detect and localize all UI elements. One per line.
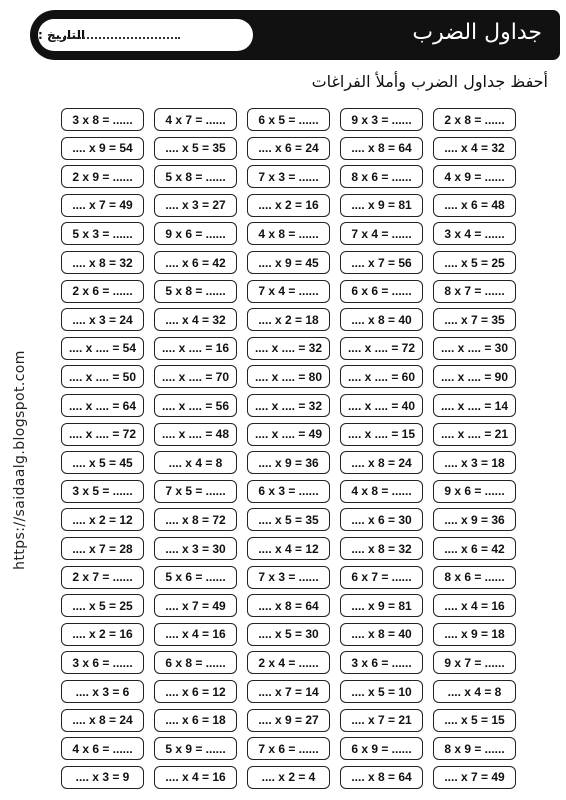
exercise-cell[interactable]: .... x .... = 30 <box>433 337 516 360</box>
title-banner <box>30 10 560 60</box>
date-field[interactable] <box>38 19 253 51</box>
exercise-cell[interactable]: 7 x 3 = ...... <box>247 566 330 589</box>
exercise-cell[interactable]: .... x 9 = 81 <box>340 194 423 217</box>
instruction-text: أحفظ جداول الضرب وأملأ الفراغات <box>311 72 548 91</box>
exercise-cell[interactable]: .... x 7 = 49 <box>61 194 144 217</box>
exercise-cell[interactable]: 6 x 3 = ...... <box>247 480 330 503</box>
exercise-cell[interactable]: .... x 4 = 12 <box>247 537 330 560</box>
exercise-cell[interactable]: 7 x 6 = ...... <box>247 737 330 760</box>
exercise-cell[interactable]: .... x 7 = 14 <box>247 680 330 703</box>
exercise-cell[interactable]: .... x .... = 40 <box>340 394 423 417</box>
exercise-cell[interactable]: .... x 8 = 64 <box>340 766 423 789</box>
exercise-cell[interactable]: .... x 5 = 15 <box>433 709 516 732</box>
exercise-cell[interactable]: 8 x 9 = ...... <box>433 737 516 760</box>
exercise-cell[interactable]: .... x .... = 56 <box>154 394 237 417</box>
exercise-cell[interactable]: 2 x 8 = ...... <box>433 108 516 131</box>
exercise-cell[interactable]: .... x 5 = 25 <box>61 594 144 617</box>
exercise-cell[interactable]: .... x 6 = 48 <box>433 194 516 217</box>
exercise-cell[interactable]: .... x 8 = 40 <box>340 623 423 646</box>
exercise-cell[interactable]: .... x 5 = 45 <box>61 451 144 474</box>
exercise-cell[interactable]: 3 x 5 = ...... <box>61 480 144 503</box>
exercise-cell[interactable]: 3 x 8 = ...... <box>61 108 144 131</box>
exercise-cell[interactable]: 8 x 6 = ...... <box>433 566 516 589</box>
exercise-cell[interactable]: 4 x 9 = ...... <box>433 165 516 188</box>
exercise-cell[interactable]: .... x .... = 90 <box>433 365 516 388</box>
exercise-cell[interactable]: 7 x 4 = ...... <box>340 222 423 245</box>
exercise-cell[interactable]: 3 x 4 = ...... <box>433 222 516 245</box>
exercise-cell[interactable]: 4 x 8 = ...... <box>247 222 330 245</box>
exercise-cell[interactable]: .... x 2 = 16 <box>247 194 330 217</box>
exercise-cell[interactable]: .... x .... = 32 <box>247 394 330 417</box>
exercise-cell[interactable]: 2 x 6 = ...... <box>61 280 144 303</box>
exercise-cell[interactable]: .... x 2 = 12 <box>61 508 144 531</box>
exercise-cell[interactable]: .... x 5 = 35 <box>247 508 330 531</box>
exercise-cell[interactable]: .... x 7 = 35 <box>433 308 516 331</box>
exercise-cell[interactable]: .... x 6 = 12 <box>154 680 237 703</box>
exercise-cell[interactable]: .... x 9 = 27 <box>247 709 330 732</box>
exercise-cell[interactable]: 7 x 5 = ...... <box>154 480 237 503</box>
date-blank-line <box>52 37 180 39</box>
exercise-cell[interactable]: .... x 3 = 9 <box>61 766 144 789</box>
page-title: جداول الضرب <box>412 20 542 45</box>
exercise-cell[interactable]: .... x 9 = 45 <box>247 251 330 274</box>
exercise-cell[interactable]: .... x .... = 72 <box>340 337 423 360</box>
exercise-cell[interactable]: 5 x 8 = ...... <box>154 165 237 188</box>
exercise-cell[interactable]: .... x 2 = 18 <box>247 308 330 331</box>
exercise-cell[interactable]: 2 x 4 = ...... <box>247 651 330 674</box>
exercise-cell[interactable]: 4 x 7 = ...... <box>154 108 237 131</box>
exercise-cell[interactable]: 3 x 6 = ...... <box>340 651 423 674</box>
exercise-cell[interactable]: .... x 7 = 49 <box>433 766 516 789</box>
exercise-cell[interactable]: 5 x 6 = ...... <box>154 566 237 589</box>
exercise-cell[interactable]: 3 x 6 = ...... <box>61 651 144 674</box>
exercise-cell[interactable]: 7 x 3 = ...... <box>247 165 330 188</box>
exercise-cell[interactable]: .... x .... = 54 <box>61 337 144 360</box>
exercise-cell[interactable]: 6 x 7 = ...... <box>340 566 423 589</box>
exercise-cell[interactable]: .... x 6 = 18 <box>154 709 237 732</box>
date-label: التاريخ : <box>38 28 86 42</box>
exercise-cell[interactable]: 6 x 9 = ...... <box>340 737 423 760</box>
exercise-cell[interactable]: .... x .... = 15 <box>340 423 423 446</box>
exercise-cell[interactable]: .... x 4 = 16 <box>154 623 237 646</box>
exercise-cell[interactable]: .... x .... = 14 <box>433 394 516 417</box>
exercise-cell[interactable]: .... x .... = 32 <box>247 337 330 360</box>
exercise-cell[interactable]: .... x 2 = 4 <box>247 766 330 789</box>
exercise-cell[interactable]: .... x 8 = 72 <box>154 508 237 531</box>
exercise-cell[interactable]: .... x .... = 80 <box>247 365 330 388</box>
exercise-cell[interactable]: 5 x 8 = ...... <box>154 280 237 303</box>
exercise-cell[interactable]: .... x 3 = 27 <box>154 194 237 217</box>
exercise-cell[interactable]: .... x .... = 48 <box>154 423 237 446</box>
exercise-cell[interactable]: 2 x 7 = ...... <box>61 566 144 589</box>
exercise-cell[interactable]: .... x 4 = 32 <box>433 137 516 160</box>
exercise-cell[interactable]: .... x 8 = 32 <box>340 537 423 560</box>
exercise-cell[interactable]: 9 x 6 = ...... <box>433 480 516 503</box>
exercise-cell[interactable]: 2 x 9 = ...... <box>61 165 144 188</box>
exercise-cell[interactable]: .... x 7 = 21 <box>340 709 423 732</box>
exercise-cell[interactable]: 6 x 6 = ...... <box>340 280 423 303</box>
exercise-cell[interactable]: .... x 7 = 28 <box>61 537 144 560</box>
exercise-cell[interactable]: .... x 5 = 25 <box>433 251 516 274</box>
exercise-cell[interactable]: 6 x 5 = ...... <box>247 108 330 131</box>
exercise-cell[interactable]: .... x 2 = 16 <box>61 623 144 646</box>
exercise-cell[interactable]: .... x .... = 21 <box>433 423 516 446</box>
exercise-cell[interactable]: .... x .... = 49 <box>247 423 330 446</box>
exercise-cell[interactable]: .... x 7 = 49 <box>154 594 237 617</box>
exercise-cell[interactable]: 9 x 3 = ...... <box>340 108 423 131</box>
side-url-watermark: https://saidaalg.blogspot.com <box>12 350 28 570</box>
exercise-cell[interactable]: .... x .... = 64 <box>61 394 144 417</box>
exercise-cell[interactable]: 9 x 7 = ...... <box>433 651 516 674</box>
exercise-cell[interactable]: .... x 6 = 42 <box>154 251 237 274</box>
exercise-cell[interactable]: .... x 8 = 32 <box>61 251 144 274</box>
exercise-cell[interactable]: .... x 9 = 36 <box>247 451 330 474</box>
exercise-cell[interactable]: .... x 9 = 54 <box>61 137 144 160</box>
exercise-cell[interactable]: .... x 9 = 81 <box>340 594 423 617</box>
exercise-cell[interactable]: 4 x 6 = ...... <box>61 737 144 760</box>
exercise-cell[interactable]: .... x .... = 72 <box>61 423 144 446</box>
exercise-cell[interactable]: .... x 8 = 24 <box>340 451 423 474</box>
exercise-cell[interactable]: .... x 6 = 30 <box>340 508 423 531</box>
exercise-cell[interactable]: .... x 8 = 64 <box>247 594 330 617</box>
exercise-cell[interactable]: .... x 9 = 36 <box>433 508 516 531</box>
exercise-cell[interactable]: .... x .... = 16 <box>154 337 237 360</box>
exercise-cell[interactable]: 8 x 7 = ...... <box>433 280 516 303</box>
exercise-cell[interactable]: 4 x 8 = ...... <box>340 480 423 503</box>
exercise-cell[interactable]: 5 x 9 = ...... <box>154 737 237 760</box>
exercise-cell[interactable]: .... x 8 = 24 <box>61 709 144 732</box>
exercise-cell[interactable]: .... x 3 = 6 <box>61 680 144 703</box>
exercise-cell[interactable]: .... x 4 = 16 <box>154 766 237 789</box>
exercise-cell[interactable]: .... x 3 = 30 <box>154 537 237 560</box>
exercise-cell[interactable]: .... x 6 = 24 <box>247 137 330 160</box>
exercise-cell[interactable]: .... x 4 = 8 <box>154 451 237 474</box>
exercise-cell[interactable]: .... x 7 = 56 <box>340 251 423 274</box>
exercise-cell[interactable]: .... x .... = 60 <box>340 365 423 388</box>
exercise-cell[interactable]: .... x .... = 70 <box>154 365 237 388</box>
exercise-cell[interactable]: .... x 4 = 16 <box>433 594 516 617</box>
exercise-cell[interactable]: .... x 5 = 35 <box>154 137 237 160</box>
exercise-cell[interactable]: .... x 4 = 32 <box>154 308 237 331</box>
exercise-cell[interactable]: 7 x 4 = ...... <box>247 280 330 303</box>
exercise-cell[interactable]: .... x 9 = 18 <box>433 623 516 646</box>
exercise-cell[interactable]: .... x 5 = 30 <box>247 623 330 646</box>
exercise-cell[interactable]: .... x 5 = 10 <box>340 680 423 703</box>
exercise-cell[interactable]: 8 x 6 = ...... <box>340 165 423 188</box>
exercise-cell[interactable]: 5 x 3 = ...... <box>61 222 144 245</box>
exercise-cell[interactable]: .... x 8 = 64 <box>340 137 423 160</box>
exercise-cell[interactable]: .... x 6 = 42 <box>433 537 516 560</box>
exercise-cell[interactable]: .... x 3 = 18 <box>433 451 516 474</box>
exercise-cell[interactable]: .... x 4 = 8 <box>433 680 516 703</box>
exercise-cell[interactable]: .... x 8 = 40 <box>340 308 423 331</box>
exercise-cell[interactable]: 9 x 6 = ...... <box>154 222 237 245</box>
exercise-cell[interactable]: .... x .... = 50 <box>61 365 144 388</box>
exercise-cell[interactable]: .... x 3 = 24 <box>61 308 144 331</box>
exercise-cell[interactable]: 6 x 8 = ...... <box>154 651 237 674</box>
